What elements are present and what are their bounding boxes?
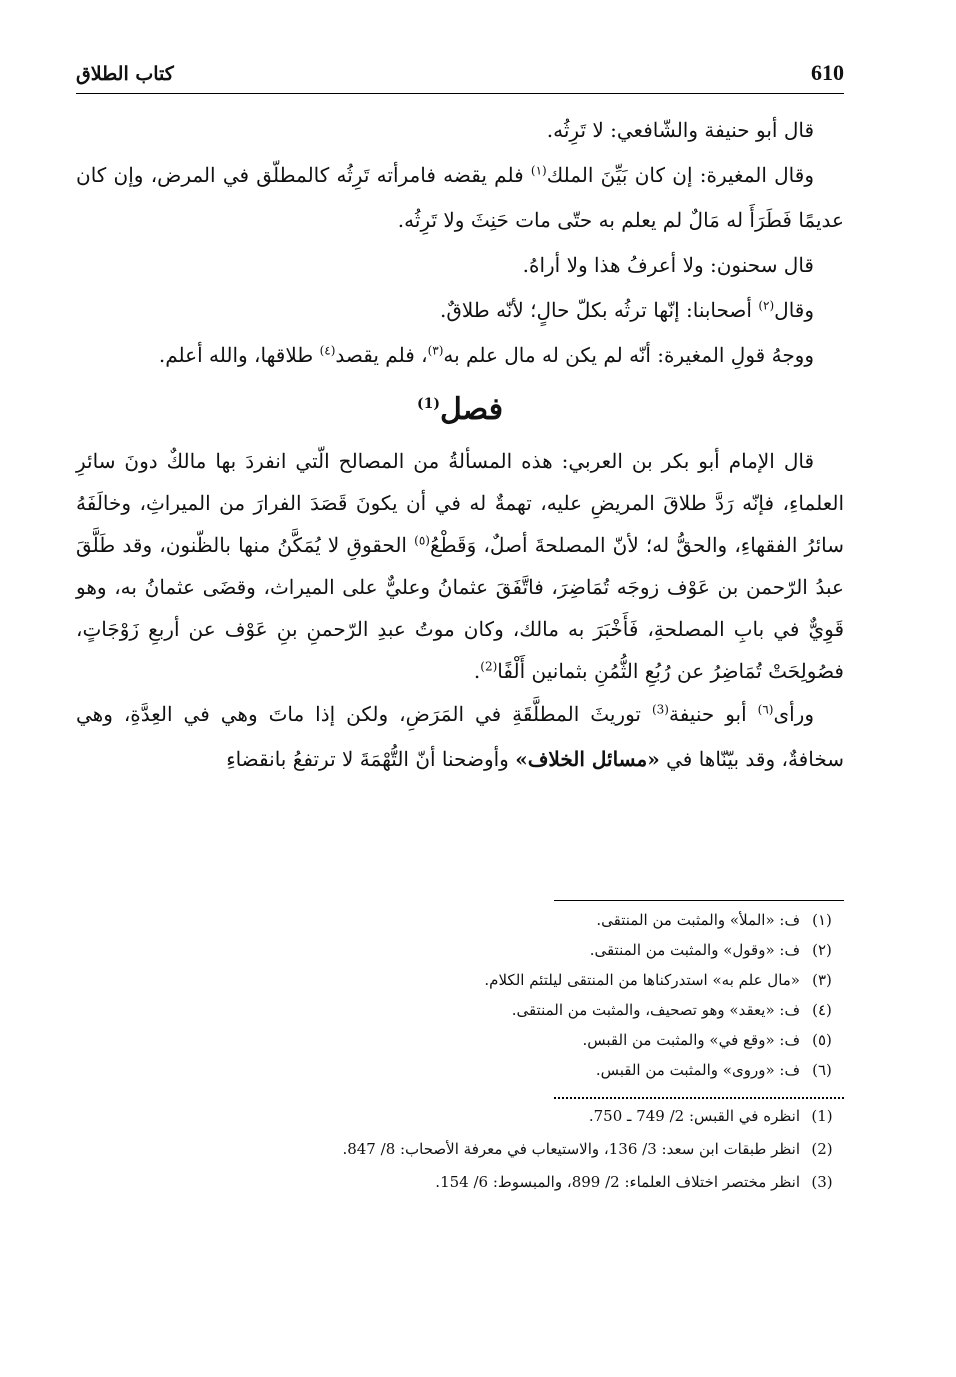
footnote-text: ف: «يعقد» وهو تصحيف، والمثبت من المنتقى. <box>511 1001 800 1019</box>
paragraph-1 <box>76 108 844 153</box>
paragraph-6 <box>76 440 844 692</box>
footnote-ref-4: (٤) <box>319 343 336 358</box>
section-heading-text: فصل <box>439 392 504 427</box>
paragraph-4 <box>76 288 844 333</box>
variant-footnotes <box>76 911 844 1091</box>
section-heading <box>76 382 844 438</box>
footnote-number: (2) <box>811 1140 833 1158</box>
footnote-ref-3: (٣) <box>427 343 444 358</box>
footnote-number: (١) <box>812 911 832 929</box>
footnote-text: ف: «وقع في» والمثبت من القبس. <box>582 1031 800 1049</box>
footnote-text: انظر طبقات ابن سعد: 3/ 136، والاستيعاب في معرفة الأصحاب: 8/ 847. <box>342 1140 800 1158</box>
footnote-text: ف: «وروى» والمثبت من القبس. <box>595 1061 800 1079</box>
source-footnotes <box>76 1107 844 1206</box>
paragraph-3-text: قال سحنون: ولا أعرفُ هذا ولا أراهُ. <box>522 253 814 277</box>
source-footnote-item <box>76 1173 844 1206</box>
paragraph-5 <box>76 333 844 378</box>
footnote-number: (٥) <box>812 1031 832 1049</box>
paragraph-4-text-b: أصحابنا: إنّها ترثُه بكلّ حالٍ؛ لأنّه طلاقٌ. <box>439 298 759 322</box>
footnote-item <box>76 1001 844 1031</box>
footnote-number: (٣) <box>812 971 832 989</box>
paragraph-1-text: قال أبو حنيفة والشّافعي: لا تَرِثُه. <box>546 118 814 142</box>
footnote-divider <box>554 900 844 901</box>
source-ref-3: (3) <box>651 702 669 717</box>
footnote-ref-1: (١) <box>530 163 547 178</box>
source-footnote-item <box>76 1140 844 1173</box>
footnote-number: (٦) <box>812 1061 832 1079</box>
paragraph-2 <box>76 153 844 243</box>
footnote-ref-6: (٦) <box>757 702 774 717</box>
paragraph-7-text-b: أبو حنيفة <box>668 702 758 726</box>
paragraph-6-text-b: الحقوقِ لا يُمَكَّنُ منها بالظّنون، وقد طَلَّقَ عبدُ الرّحمن بن عَوْف زوجَه تُمَاضِرَ، فاتَّفَقَ عثمانُ وعليٌّ على الميراث، وقضَى عثمانُ به، وهو قَوِيٌّ في بابِ المصلحةِ، فَأَخْبَرَ به مالك، وكان موتُ عبدِ الرّحمنِ بنِ عَوْف عن أربعِ زَوْجَاتٍ، فصُولِحَتْ تُمَاضِرُ عن رُبُعِ الثُّمُنِ بثمانين أَلْفًا <box>76 533 844 683</box>
book-reference: «مسائل الخلاف» <box>515 747 660 771</box>
footnote-number: (٤) <box>812 1001 832 1019</box>
page-header <box>76 60 844 94</box>
paragraph-7-text-c: توريثَ المطلَّقَةِ في المَرَضِ، ولكن إذا ماتَ وهي في العِدَّةِ، وهي سخافةٌ، وقد بيّنّاها في <box>76 702 844 771</box>
footnote-text: ف: «وقول» والمثبت من المنتقى. <box>589 941 800 959</box>
footnotes-area <box>76 900 844 1206</box>
main-text <box>76 108 844 782</box>
footnote-item <box>76 1031 844 1061</box>
footnote-item <box>76 971 844 1001</box>
paragraph-7 <box>76 692 844 782</box>
source-footnote-item <box>76 1107 844 1140</box>
footnote-ref-5: (٥) <box>414 533 430 548</box>
source-ref-2: (2) <box>480 659 498 674</box>
paragraph-5-text-c: طلاقها، والله أعلم. <box>158 343 320 367</box>
footnote-text: «مال علم به» استدركناها من المنتقى ليلتئم الكلام. <box>484 971 800 989</box>
paragraph-5-text-a: ووجهُ قولِ المغيرة: أنّه لم يكن له مال علم به <box>443 343 814 367</box>
footnote-ref-2: (٢) <box>758 298 775 313</box>
footnote-number: (1) <box>811 1107 833 1125</box>
footnote-text: انظره في القبس: 2/ 749 ـ 750. <box>588 1107 800 1125</box>
page-number: 610 <box>811 60 844 85</box>
paragraph-7-text-a: ورأى <box>773 702 814 726</box>
footnote-item <box>76 1061 844 1091</box>
footnote-text: انظر مختصر اختلاف العلماء: 2/ 899، والمبسوط: 6/ 154. <box>435 1173 800 1191</box>
footnote-item <box>76 911 844 941</box>
footnote-text: ف: «الملأ» والمثبت من المنتقى. <box>596 911 800 929</box>
book-page <box>76 60 844 782</box>
paragraph-2-text-a: وقال المغيرة: إن كان بَيِّنَ الملك <box>546 163 814 187</box>
paragraph-6-text-a: قال الإمام أبو بكر بن العربي: هذه المسألةُ من المصالح الّتي انفردَ بها مالكٌ دونَ سائرِ العلماءِ، فإنّه رَدَّ طلاقَ المريضِ عليه، تهمةٌ له في أن يكونَ قَصَدَ الفرارَ من الميراثِ، وخالَفَهُ سائرُ الفقهاءِ، والحقُّ له؛ لأنّ المصلحةَ أصلٌ، وَقَطْعُ <box>76 449 844 557</box>
paragraph-6-end: . <box>473 659 481 683</box>
paragraph-5-text-b: ، فلم يقصد <box>335 343 428 367</box>
footnote-item <box>76 941 844 971</box>
section-heading-ref: (1) <box>416 396 440 412</box>
paragraph-4-text-a: وقال <box>774 298 814 322</box>
paragraph-3 <box>76 243 844 288</box>
footnote-number: (3) <box>811 1173 833 1191</box>
footnote-number: (٢) <box>812 941 832 959</box>
paragraph-7-text-d: وأوضحنا أنّ التُّهْمَةَ لا ترتفعُ بانقضاءِ <box>226 747 516 771</box>
paragraph-2-text-b: فلم يقضه فامرأته تَرِثُه كالمطلّق في المرض، وإن كان عديمًا فَطَرَأَ له مَالٌ لم يعلم به حتّى مات حَنِثَ ولا تَرِثُه. <box>76 163 844 232</box>
dotted-divider <box>554 1097 844 1099</box>
book-title: كتاب الطلاق <box>76 63 174 85</box>
